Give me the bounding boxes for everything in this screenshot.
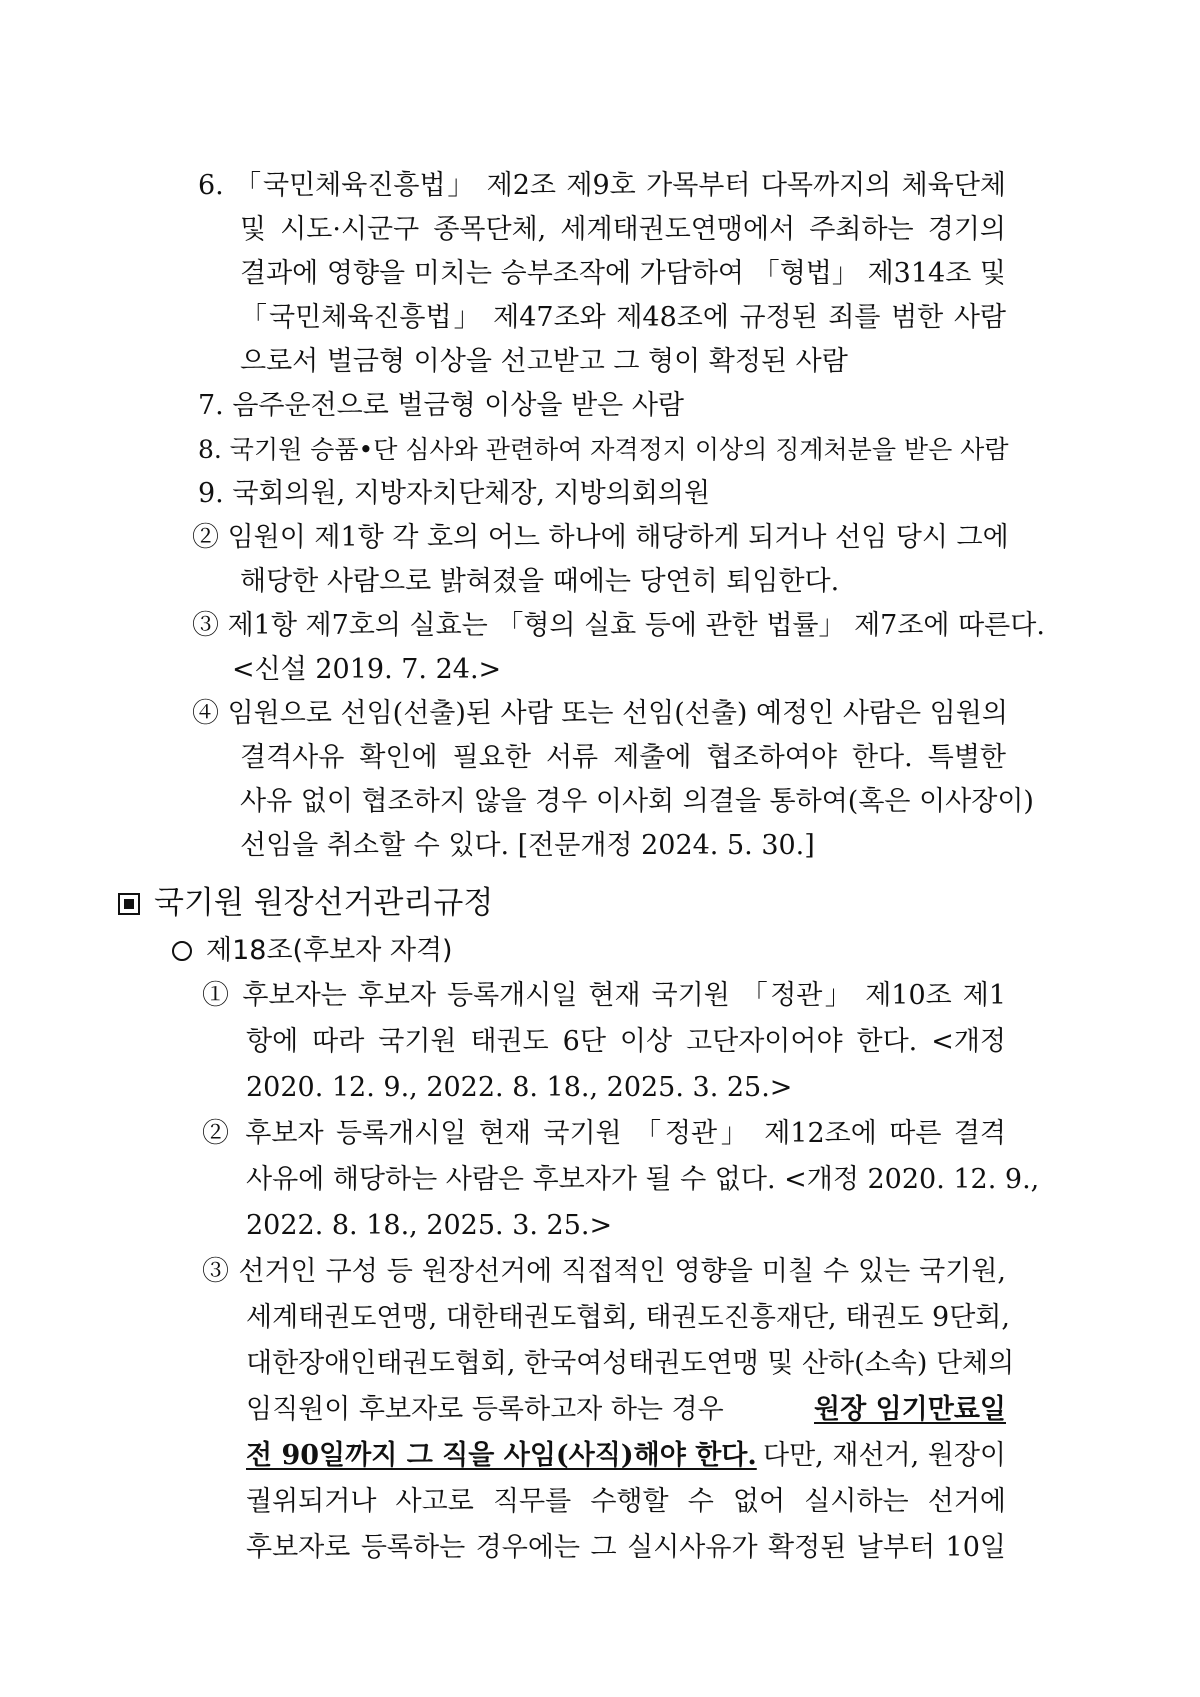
paragraph-3-line-1: ③ 제1항 제7호의 실효는 「형의 실효 등에 관한 법률」 제7조에 따른다. xyxy=(192,610,1045,641)
emphasis-deadline-part-2: 전 90일까지 그 직을 사임(사직)해야 한다. xyxy=(246,1440,757,1471)
article-heading-text: 제18조(후보자 자격) xyxy=(206,935,453,966)
article-para-3-line-6: 궐위되거나 사고로 직무를 수행할 수 없어 실시하는 선거에 xyxy=(246,1486,1006,1517)
section-heading xyxy=(118,880,493,926)
paragraph-2-line-1: ② 임원이 제1항 각 호의 어느 하나에 해당하게 되거나 선임 당시 그에 xyxy=(192,522,1009,553)
circle-icon xyxy=(172,941,192,961)
paragraph-4-line-3: 사유 없이 협조하지 않을 경우 이사회 의결을 통하여(혹은 이사장이) xyxy=(240,786,1034,817)
article-para-2-line-3: 2022. 8. 18., 2025. 3. 25.> xyxy=(246,1210,613,1241)
article-para-3-line-1: ③ 선거인 구성 등 원장선거에 직접적인 영향을 미칠 수 있는 국기원, xyxy=(202,1256,1006,1287)
article-para-3-line-2: 세계태권도연맹, 대한태권도협회, 태권도진흥재단, 태권도 9단회, xyxy=(246,1302,1010,1333)
clause-6-line-3: 결과에 영향을 미치는 승부조작에 가담하여 「형법」 제314조 및 xyxy=(240,258,1006,289)
paragraph-4-line-2: 결격사유 확인에 필요한 서류 제출에 협조하여야 한다. 특별한 xyxy=(240,742,1006,773)
paragraph-3-amendment: <신설 2019. 7. 24.> xyxy=(232,654,502,685)
clause-9: 9. 국회의원, 지방자치단체장, 지방의회의원 xyxy=(198,478,711,509)
clause-8: 8. 국기원 승품•단 심사와 관련하여 자격정지 이상의 징계처분을 받은 사람 xyxy=(198,435,1009,464)
clause-6-line-5: 으로서 벌금형 이상을 선고받고 그 형이 확정된 사람 xyxy=(240,346,848,377)
clause-6-line-4: 「국민체육진흥법」 제47조와 제48조에 규정된 죄를 범한 사람 xyxy=(240,302,1006,333)
article-para-3-line-4 xyxy=(246,1390,1006,1430)
article-para-1-line-2: 항에 따라 국기원 태권도 6단 이상 고단자이어야 한다. <개정 xyxy=(246,1026,1006,1057)
article-para-2-line-1: ② 후보자 등록개시일 현재 국기원 「정관」 제12조에 따른 결격 xyxy=(202,1118,1006,1149)
clause-7: 7. 음주운전으로 벌금형 이상을 받은 사람 xyxy=(198,390,684,421)
paragraph-2-line-2: 해당한 사람으로 밝혀졌을 때에는 당연히 퇴임한다. xyxy=(240,566,840,597)
article-para-3-line-5 xyxy=(246,1436,1006,1476)
filled-square-icon xyxy=(118,893,140,915)
clause-6-line-2: 및 시도·시군구 종목단체, 세계태권도연맹에서 주최하는 경기의 xyxy=(240,214,1006,245)
article-para-1-line-3: 2020. 12. 9., 2022. 8. 18., 2025. 3. 25.> xyxy=(246,1072,793,1103)
article-para-1-line-1: ① 후보자는 후보자 등록개시일 현재 국기원 「정관」 제10조 제1 xyxy=(202,980,1006,1011)
emphasis-deadline-part-1: 원장 임기만료일 xyxy=(814,1394,1006,1425)
paragraph-4-line-4: 선임을 취소할 수 있다. [전문개정 2024. 5. 30.] xyxy=(240,830,815,861)
paragraph-4-line-1: ④ 임원으로 선임(선출)된 사람 또는 선임(선출) 예정인 사람은 임원의 xyxy=(192,698,1008,729)
article-para-3-line-5-text: 다만, 재선거, 원장이 xyxy=(763,1440,1006,1471)
article-para-3-line-3: 대한장애인태권도협회, 한국여성태권도연맹 및 산하(소속) 단체의 xyxy=(246,1348,1015,1379)
article-para-2-line-2: 사유에 해당하는 사람은 후보자가 될 수 없다. <개정 2020. 12. 9., xyxy=(246,1164,1040,1195)
article-para-3-line-4-text: 임직원이 후보자로 등록하고자 하는 경우 xyxy=(246,1394,724,1425)
section-heading-text: 국기원 원장선거관리규정 xyxy=(154,885,494,921)
article-para-3-line-7: 후보자로 등록하는 경우에는 그 실시사유가 확정된 날부터 10일 xyxy=(246,1532,1006,1563)
clause-6-line-1: 6. 「국민체육진흥법」 제2조 제9호 가목부터 다목까지의 체육단체 xyxy=(198,170,1006,201)
article-heading xyxy=(172,930,453,972)
